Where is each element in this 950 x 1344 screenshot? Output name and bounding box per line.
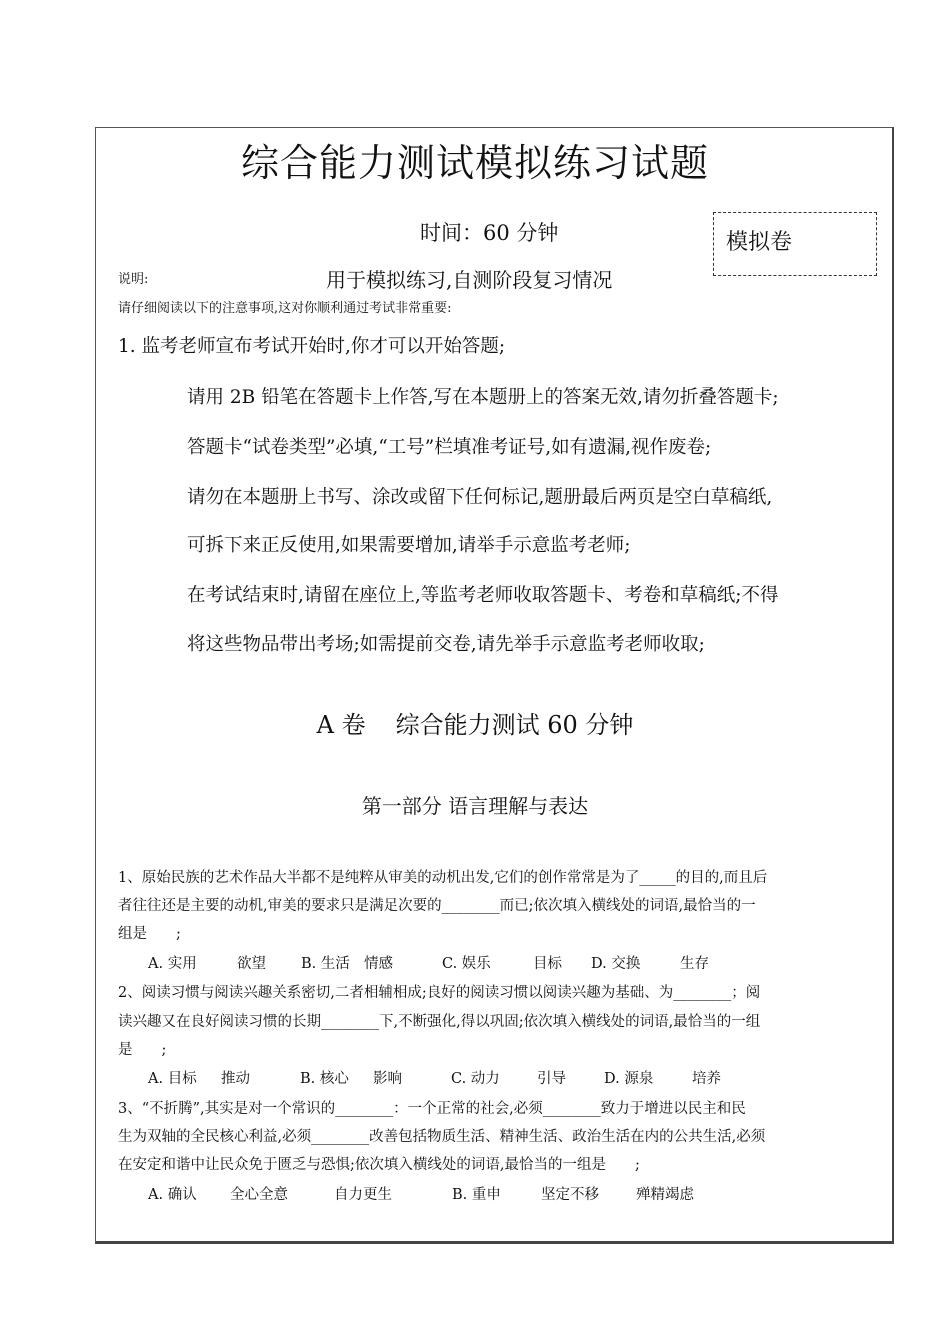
page-title: 综合能力测试模拟练习试题 <box>240 141 709 185</box>
section-a-label: A 卷 <box>316 711 366 739</box>
question-3-line: 生为双轴的全民核心利益,必须________改善包括物质生活、精神生活、政治生活在内的公共生活,必须 <box>118 1129 766 1145</box>
section-a-heading <box>0 705 950 740</box>
option-word: 培养 <box>692 1071 721 1087</box>
question-2-line: 读兴趣又在良好阅读习惯的长期________下,不断强化,得以巩固;依次填入横线处的词语,最恰当的一组 <box>118 1014 761 1030</box>
option-word: 欲望 <box>237 956 266 972</box>
question-2-line: 是 ; <box>118 1042 167 1058</box>
rule-item: 在考试结束时,请留在座位上,等监考老师收取答题卡、考卷和草稿纸;不得 <box>187 585 779 606</box>
question-2-line: 2、阅读习惯与阅读兴趣关系密切,二者相辅相成;良好的阅读习惯以阅读兴趣为基础、为________；阅 <box>118 985 761 1001</box>
option-label: D. 交换 <box>591 956 641 972</box>
question-1-line: 1、原始民族的艺术作品大半都不是纯粹从审美的动机出发,它们的创作常常是为了_____的目的,而且后 <box>118 870 768 886</box>
question-3-line: 在安定和谐中让民众免于匮乏与恐惧;依次填入横线处的词语,最恰当的一组是 ; <box>118 1157 640 1173</box>
question-1-line: 者往往还是主要的动机,审美的要求只是满足次要的________而已;依次填入横线处的词语,最恰当的一 <box>118 898 756 914</box>
subtitle: 用于模拟练习,自测阶段复习情况 <box>326 268 613 292</box>
option-word: 目标 <box>533 956 562 972</box>
rule-item: 请勿在本题册上书写、涂改或留下任何标记,题册最后两页是空白草稿纸, <box>187 487 773 508</box>
option-word: 全心全意 <box>230 1187 288 1203</box>
rule-item: 可拆下来正反使用,如果需要增加,请举手示意监考老师; <box>187 535 631 556</box>
section-a-title: 综合能力测试 60 分钟 <box>395 711 634 739</box>
option-label: C. 动力 <box>451 1071 500 1087</box>
option-label: B. 重申 <box>452 1187 501 1203</box>
option-label: B. 生活 <box>301 956 350 972</box>
option-word: B. 核心 <box>300 1071 349 1087</box>
question-1-line: 组是 ; <box>118 926 181 942</box>
question-3-line: 3、“不折腾”,其实是对一个常识的________：一个正常的社会,必须________致力于增进以民主和民 <box>118 1101 746 1117</box>
instructions-label: 说明: <box>118 272 149 287</box>
option-word: 影响 <box>373 1071 402 1087</box>
option-word: 生存 <box>680 956 709 972</box>
option-label: D. 源泉 <box>604 1071 654 1087</box>
question-3-options <box>148 1183 694 1204</box>
badge-label: 模拟卷 <box>726 230 793 255</box>
option-label: A. 确认 <box>148 1187 197 1203</box>
notice-text: 请仔细阅读以下的注意事项,这对你顺利通过考试非常重要: <box>118 301 452 316</box>
option-label: A. 目标 <box>148 1071 197 1087</box>
rule-item: 将这些物品带出考场;如需提前交卷,请先举手示意监考老师收取; <box>187 634 705 655</box>
option-word: 坚定不移 <box>541 1187 599 1203</box>
option-word: 自力更生 <box>334 1187 392 1203</box>
question-2-options <box>148 1067 721 1088</box>
question-1-options <box>148 952 709 973</box>
rule-item: 1. 监考老师宣布考试开始时,你才可以开始答题; <box>118 336 506 357</box>
option-label: C. 娱乐 <box>442 956 491 972</box>
option-word: 引导 <box>537 1071 566 1087</box>
option-word: 殚精竭虑 <box>636 1187 694 1203</box>
option-word: 情感 <box>364 956 393 972</box>
part-one-heading: 第一部分 语言理解与表达 <box>361 794 589 818</box>
rule-item: 答题卡“试卷类型”必填,“工号”栏填准考证号,如有遗漏,视作废卷; <box>187 437 712 458</box>
option-word: 推动 <box>221 1071 250 1087</box>
rule-item: 请用 2B 铅笔在答题卡上作答,写在本题册上的答案无效,请勿折叠答题卡; <box>187 387 779 408</box>
mock-exam-badge <box>713 212 877 276</box>
time-label: 时间：60 分钟 <box>420 221 559 245</box>
option-label: A. 实用 <box>148 956 197 972</box>
